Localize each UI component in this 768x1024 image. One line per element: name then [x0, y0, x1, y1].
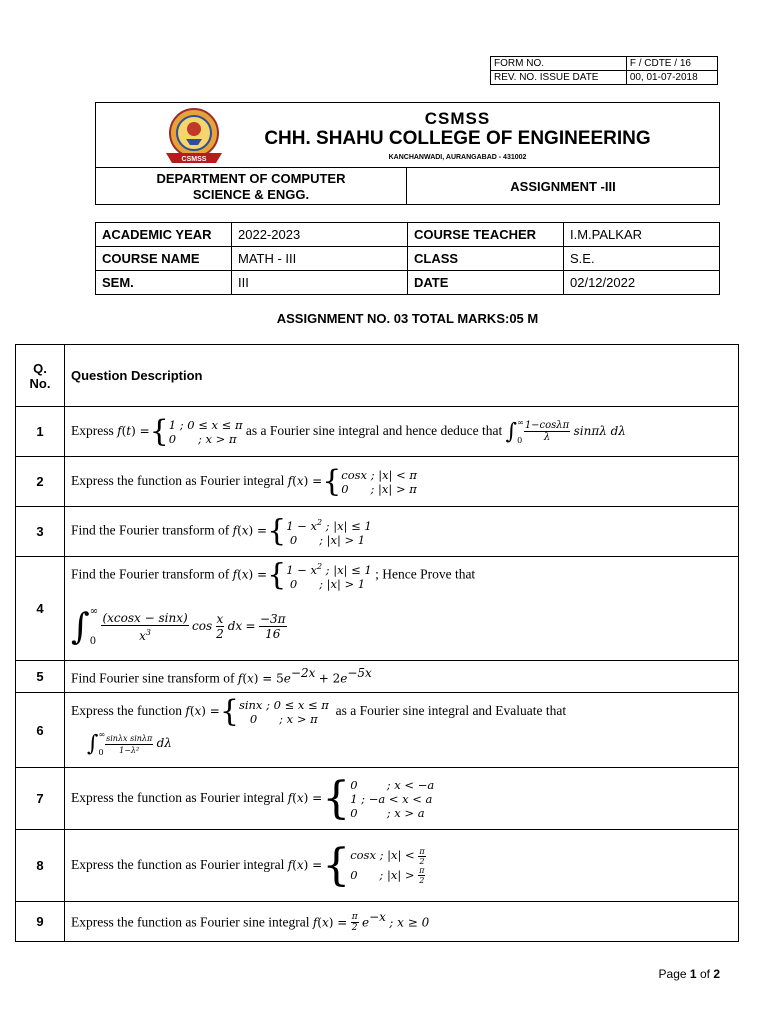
question-description: Find Fourier sine transform of $f(x) = 5e^{-2x} + 2e^{-5x}$ [65, 661, 739, 693]
table-row [16, 457, 739, 507]
academic-year-label: ACADEMIC YEAR [96, 223, 232, 247]
sem-value: III [232, 271, 408, 295]
table-header-row [16, 345, 739, 407]
question-description: Express the function as Fourier integral f(x) ={ 0 ; x < −a 1 ; −a < x < a 0 ; x > a [65, 768, 739, 830]
form-info-box [490, 56, 718, 85]
course-teacher-value: I.M.PALKAR [564, 223, 720, 247]
rev-no-value: 00, 01-07-2018 [626, 71, 717, 85]
question-number: 4 [16, 557, 65, 661]
college-header [95, 102, 720, 205]
class-label: CLASS [408, 247, 564, 271]
page-number: Page 1 of 2 [658, 967, 720, 981]
assignment-title: ASSIGNMENT -III [510, 179, 616, 194]
table-row [16, 661, 739, 693]
question-description: Express f(t) ={ 1 ; 0 ≤ x ≤ π 0 ; x > π as a Fourier sine integral and hence deduce that ∫ ∞ 0 $\frac{1-\cos\lambda\pi}{\lambda}$ sinπλ dλ [65, 407, 739, 457]
question-number: 7 [16, 768, 65, 830]
class-value: S.E. [564, 247, 720, 271]
table-row [16, 557, 739, 661]
table-row [16, 902, 739, 942]
college-name: CHH. SHAHU COLLEGE OF ENGINEERING [264, 128, 651, 149]
org-name: CSMSS [424, 109, 491, 128]
form-no-value: F / CDTE / 16 [626, 57, 717, 71]
question-number: 6 [16, 693, 65, 768]
question-description: Find the Fourier transform of f(x) ={ $1 - x^2$ ; |x| ≤ 1 0 ; |x| > 1 ; Hence Prove that ∫ ∞ 0 $\frac{(xcosx - \sin x)}{x^3}$ cos $\frac{x}{2}$ dx = $\frac{-3\pi}{16}$ [65, 557, 739, 661]
form-no-label: FORM NO. [491, 57, 627, 71]
svg-text:CSMSS: CSMSS [181, 156, 207, 163]
table-row [16, 693, 739, 768]
sem-label: SEM. [96, 271, 232, 295]
question-description: Express the function f(x) ={ sinx ; 0 ≤ x ≤ π 0 ; x > π as a Fourier sine integral and Evaluate that ∫ ∞ 0 $\frac{\text{sinλx sinλπ}}{\text{1−λ²}}$ dλ [65, 693, 739, 768]
table-row [16, 407, 739, 457]
question-description: Find the Fourier transform of f(x) ={ $1 - x^2$ ; |x| ≤ 1 0 ; |x| > 1 [65, 507, 739, 557]
assignment-summary: ASSIGNMENT NO. 03 TOTAL MARKS:05 M [276, 311, 539, 326]
question-number: 9 [16, 902, 65, 942]
date-label: DATE [408, 271, 564, 295]
table-row [16, 768, 739, 830]
question-table [15, 344, 739, 942]
table-row [16, 507, 739, 557]
question-number: 1 [16, 407, 65, 457]
question-description: Express the function as Fourier integral f(x) ={ cosx ; |x| < $\frac{\pi}{2}$ 0 ; |x| > $\frac{\pi}{2}$ [65, 830, 739, 902]
question-number: 2 [16, 457, 65, 507]
col-description-header: Question Description [65, 345, 739, 407]
question-number: 5 [16, 661, 65, 693]
table-row [16, 830, 739, 902]
question-number: 8 [16, 830, 65, 902]
college-address: KANCHANWADI, AURANGABAD - 431002 [388, 154, 527, 161]
col-qno-header: Q. No. [16, 345, 65, 407]
date-value: 02/12/2022 [564, 271, 720, 295]
rev-no-label: REV. NO. ISSUE DATE [491, 71, 627, 85]
department-name: DEPARTMENT OF COMPUTER SCIENCE & ENGG. [96, 168, 407, 205]
course-info-table [95, 222, 720, 295]
question-number: 3 [16, 507, 65, 557]
academic-year-value: 2022-2023 [232, 223, 408, 247]
question-description: Express the function as Fourier integral f(x) ={ cosx ; |x| < π 0 ; |x| > π [65, 457, 739, 507]
course-name-label: COURSE NAME [96, 247, 232, 271]
course-teacher-label: COURSE TEACHER [408, 223, 564, 247]
question-description: Express the function as Fourier sine integral f(x) = $\frac{\pi}{2}$ $e^{-x}$ ; x ≥ 0 [65, 902, 739, 942]
course-name-value: MATH - III [232, 247, 408, 271]
